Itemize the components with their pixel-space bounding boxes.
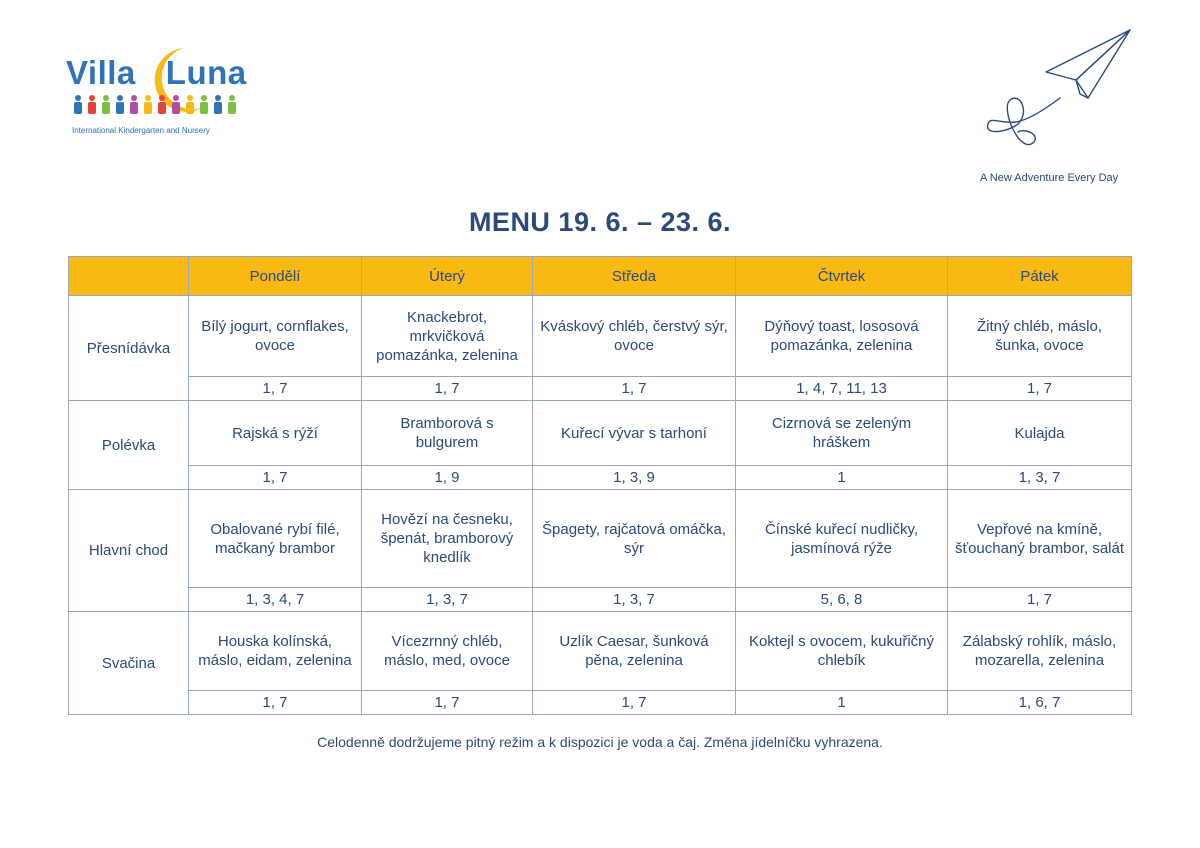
- dish-cell: Bramborová s bulgurem: [362, 401, 533, 466]
- allergen-cell: 1, 6, 7: [948, 691, 1132, 715]
- table-header-row: [69, 257, 1132, 296]
- allergen-cell: 1, 7: [362, 377, 533, 401]
- dish-cell: Čínské kuřecí nudličky, jasmínová rýže: [736, 490, 948, 588]
- page-title: MENU 19. 6. – 23. 6.: [468, 207, 732, 237]
- logo-title: [66, 54, 247, 92]
- tagline: A New Adventure Every Day: [980, 172, 1119, 184]
- meal-label: Přesnídávka: [69, 296, 189, 401]
- dish-cell: Žitný chléb, máslo, šunka, ovoce: [948, 296, 1132, 377]
- allergen-cell: 1, 7: [189, 377, 362, 401]
- day-header: Pondělí: [189, 257, 362, 296]
- dish-cell: Rajská s rýží: [189, 401, 362, 466]
- paper-plane-icon: [980, 28, 1140, 158]
- allergen-cell: 1: [736, 691, 948, 715]
- header-corner: [69, 257, 189, 296]
- day-header: Úterý: [362, 257, 533, 296]
- allergen-cell: 1, 7: [948, 588, 1132, 612]
- allergen-cell: 1, 3, 7: [362, 588, 533, 612]
- allergen-row: [69, 691, 1132, 715]
- dish-cell: Bílý jogurt, cornflakes, ovoce: [189, 296, 362, 377]
- allergen-cell: 1, 7: [189, 691, 362, 715]
- allergen-row: [69, 588, 1132, 612]
- day-header: Středa: [533, 257, 736, 296]
- meal-label: Svačina: [69, 612, 189, 715]
- allergen-cell: 1, 7: [948, 377, 1132, 401]
- dish-cell: Uzlík Caesar, šunková pěna, zelenina: [533, 612, 736, 691]
- dish-cell: Špagety, rajčatová omáčka, sýr: [533, 490, 736, 588]
- allergen-cell: 1, 9: [362, 466, 533, 490]
- logo-word-luna: Luna: [165, 54, 247, 91]
- allergen-cell: 1, 7: [533, 377, 736, 401]
- dish-cell: Kváskový chléb, čerstvý sýr, ovoce: [533, 296, 736, 377]
- allergen-cell: 1, 7: [533, 691, 736, 715]
- allergen-cell: 1, 7: [189, 466, 362, 490]
- dish-cell: Houska kolínská, máslo, eidam, zelenina: [189, 612, 362, 691]
- dish-cell: Dýňový toast, lososová pomazánka, zelenina: [736, 296, 948, 377]
- logo: [66, 44, 266, 140]
- allergen-cell: 1, 3, 7: [948, 466, 1132, 490]
- dish-cell: Vepřové na kmíně, šťouchaný brambor, salát: [948, 490, 1132, 588]
- dish-cell: Kuřecí vývar s tarhoní: [533, 401, 736, 466]
- allergen-cell: 5, 6, 8: [736, 588, 948, 612]
- dish-cell: Koktejl s ovocem, kukuřičný chlebík: [736, 612, 948, 691]
- dish-cell: Vícezrnný chléb, máslo, med, ovoce: [362, 612, 533, 691]
- allergen-cell: 1, 3, 7: [533, 588, 736, 612]
- allergen-cell: 1: [736, 466, 948, 490]
- dish-cell: Zálabský rohlík, máslo, mozarella, zelenina: [948, 612, 1132, 691]
- table-row: [69, 490, 1132, 588]
- allergen-cell: 1, 3, 9: [533, 466, 736, 490]
- allergen-row: [69, 377, 1132, 401]
- dish-cell: Hovězí na česneku, špenát, bramborový knedlík: [362, 490, 533, 588]
- day-header: Pátek: [948, 257, 1132, 296]
- table-row: [69, 401, 1132, 466]
- table-row: [69, 296, 1132, 377]
- menu-table: [68, 256, 1132, 715]
- dish-cell: Obalované rybí filé, mačkaný brambor: [189, 490, 362, 588]
- children-figures-icon: [72, 94, 244, 116]
- logo-subtitle: International Kindergarten and Nursery: [72, 126, 210, 135]
- meal-label: Hlavní chod: [69, 490, 189, 612]
- dish-cell: Cizrnová se zeleným hráškem: [736, 401, 948, 466]
- logo-word-villa: Villa: [66, 54, 136, 91]
- allergen-cell: 1, 7: [362, 691, 533, 715]
- meal-label: Polévka: [69, 401, 189, 490]
- dish-cell: Knackebrot, mrkvičková pomazánka, zelenina: [362, 296, 533, 377]
- day-header: Čtvrtek: [736, 257, 948, 296]
- footnote: Celodenně dodržujeme pitný režim a k dispozici je voda a čaj. Změna jídelníčku vyhrazena.: [317, 734, 883, 750]
- table-row: [69, 612, 1132, 691]
- allergen-cell: 1, 3, 4, 7: [189, 588, 362, 612]
- allergen-row: [69, 466, 1132, 490]
- dish-cell: Kulajda: [948, 401, 1132, 466]
- allergen-cell: 1, 4, 7, 11, 13: [736, 377, 948, 401]
